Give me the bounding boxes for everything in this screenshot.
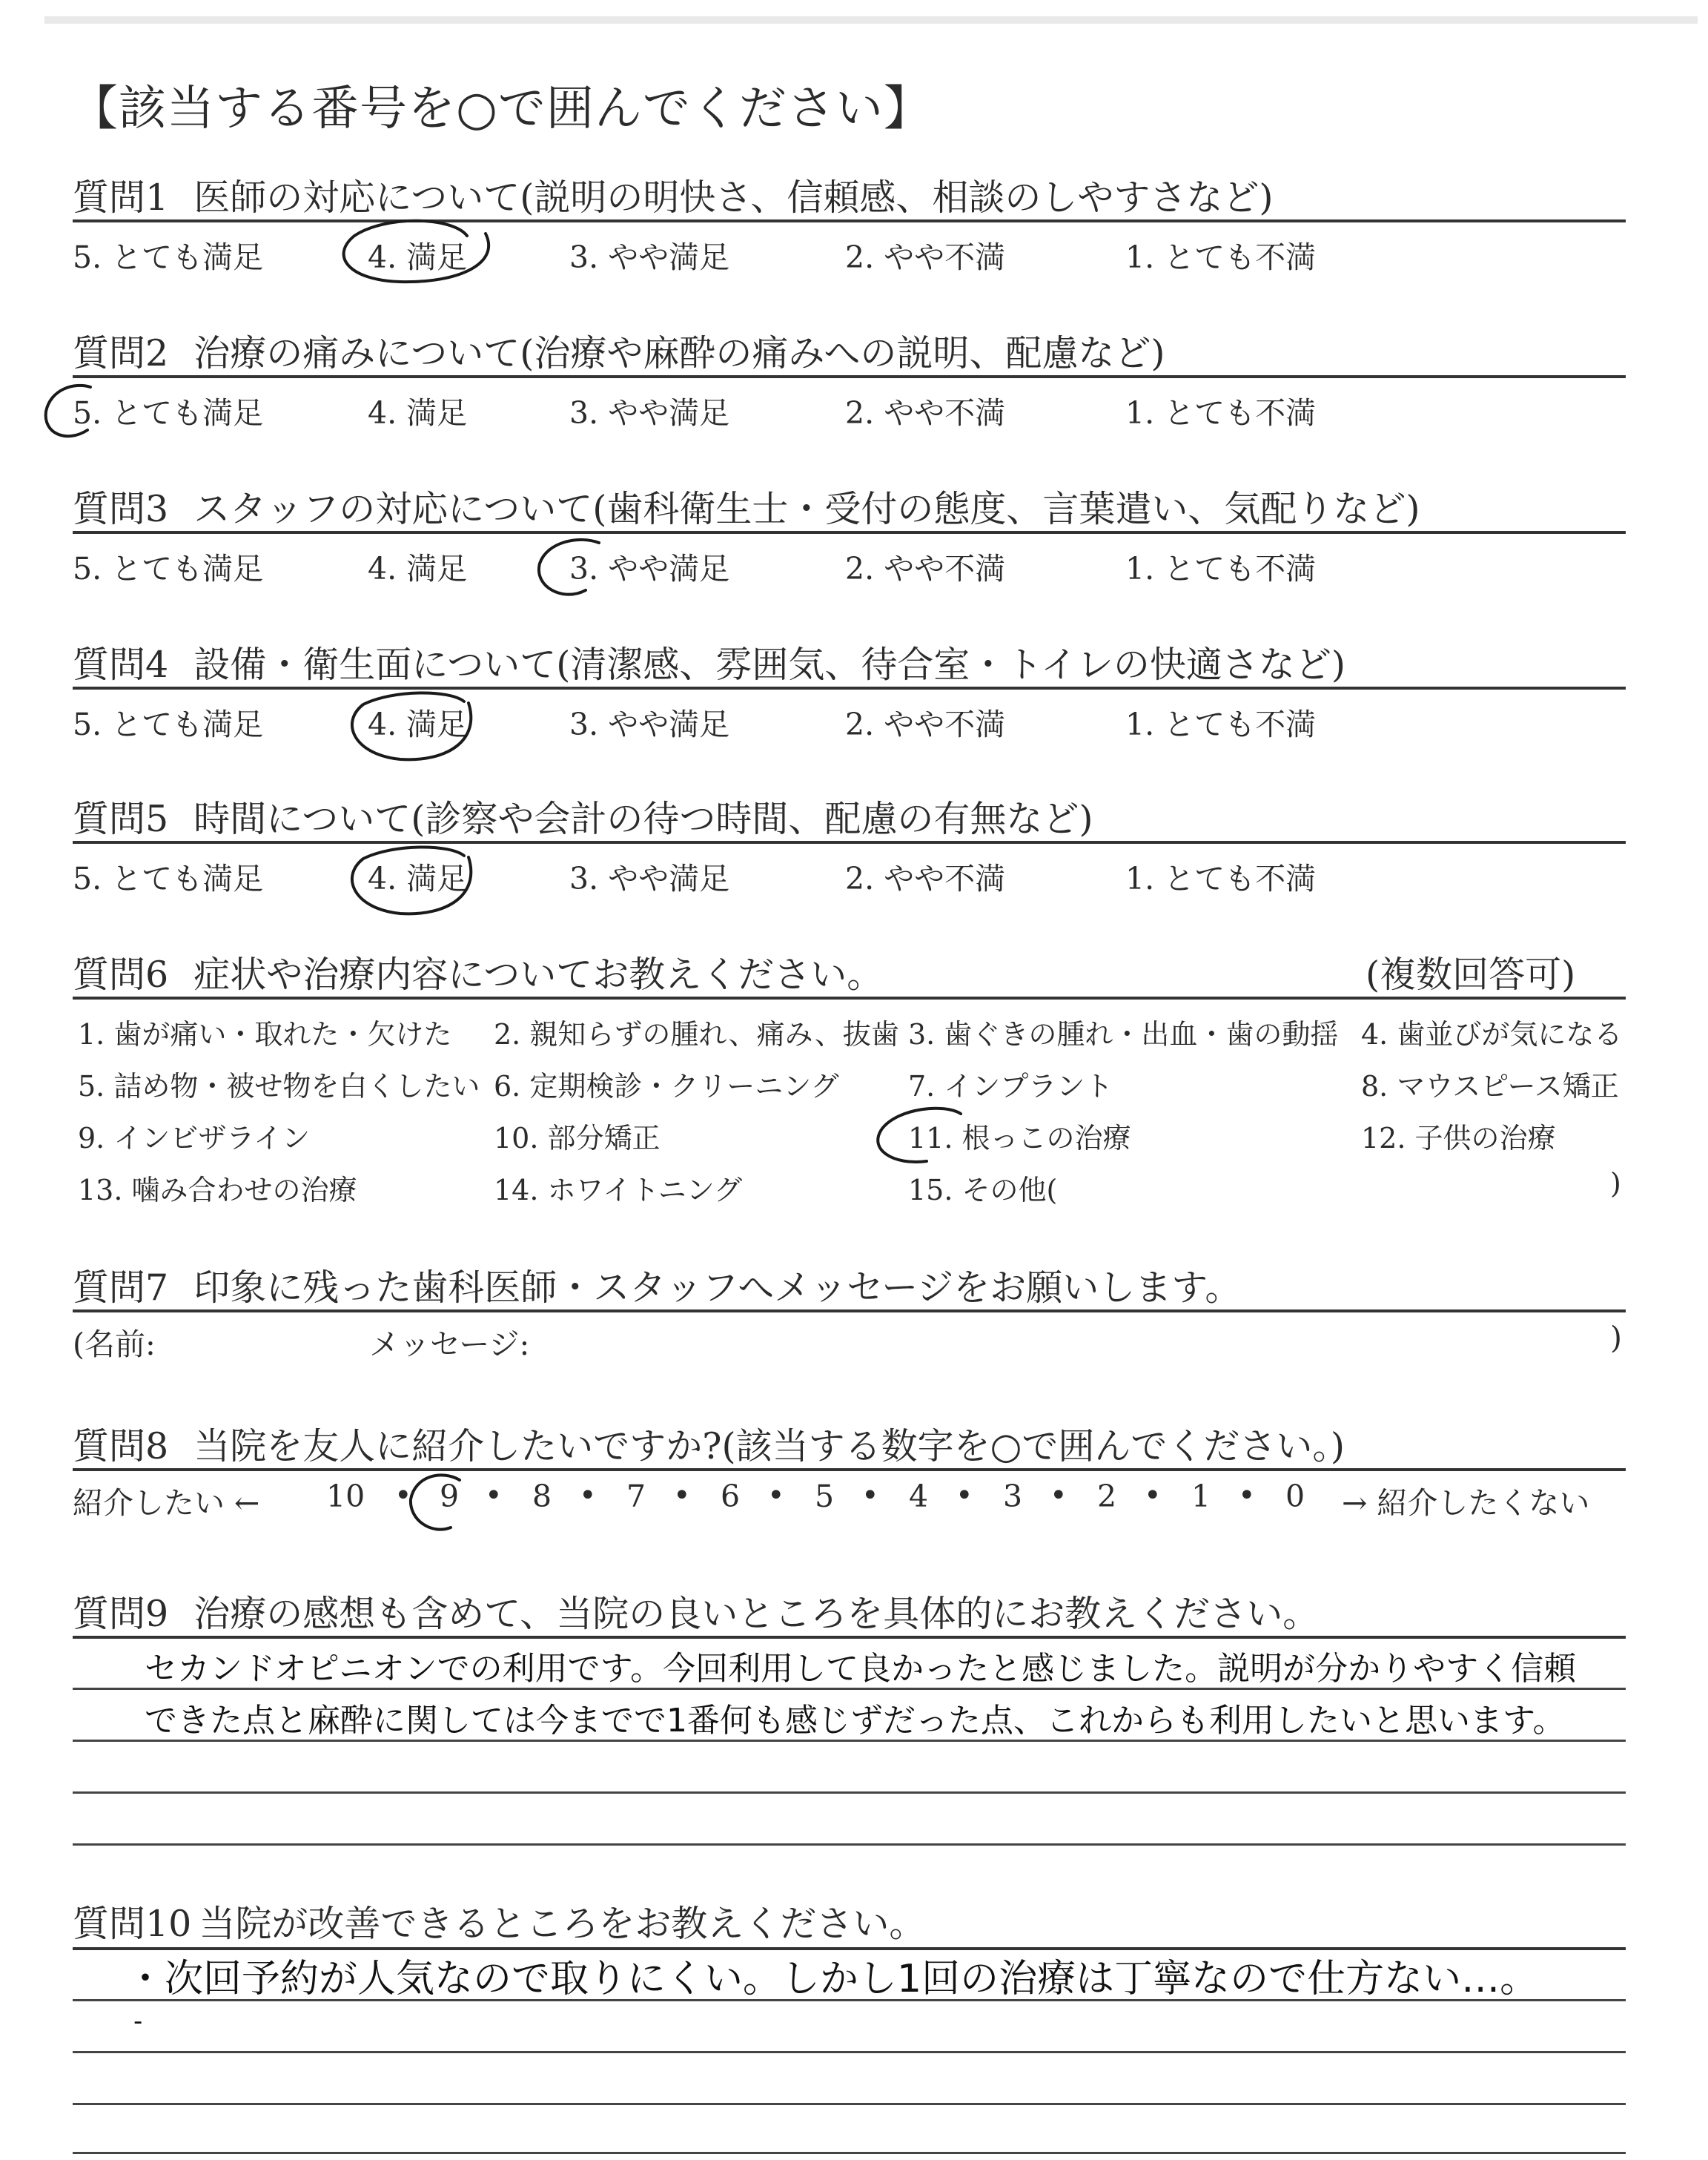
question-9-heading	[73, 1585, 1319, 1637]
question-1-label: 質問1	[73, 176, 169, 219]
question-3-option-2[interactable]: 2. やや不満	[845, 551, 1006, 587]
question-4-label: 質問4	[73, 644, 169, 686]
question-2-option-4[interactable]: 4. 満足	[368, 395, 468, 431]
question-8-heading	[73, 1418, 1345, 1470]
question-6-multiple-note: (複数回答可)	[1366, 954, 1576, 996]
question-6-item-14[interactable]: 14. ホワイトニング	[494, 1174, 743, 1206]
question-3-heading	[73, 480, 1420, 532]
question-6-item-7[interactable]: 7. インプラント	[908, 1070, 1113, 1103]
question-5-option-5[interactable]: 5. とても満足	[73, 861, 264, 896]
question-10-label: 質問10	[73, 1903, 192, 1945]
question-8-left-label: 紹介したい ←	[73, 1485, 260, 1521]
question-8-right-label: → 紹介したくない	[1342, 1485, 1590, 1521]
scale-dot: •	[673, 1479, 691, 1513]
answer-line	[73, 2103, 1626, 2105]
question-9-text: 治療の感想も含めて、当院の良いところを具体的にお教えください。	[193, 1593, 1320, 1635]
question-5-option-2[interactable]: 2. やや不満	[845, 861, 1006, 896]
question-5-option-1[interactable]: 1. とても不満	[1125, 861, 1317, 896]
question-1-option-2[interactable]: 2. やや不満	[845, 240, 1006, 275]
question-1-option-4[interactable]: 4. 満足	[368, 240, 468, 275]
question-4-text: 設備・衛生面について(清潔感、雰囲気、待合室・トイレの快適さなど)	[193, 644, 1345, 686]
question-6-item-1[interactable]: 1. 歯が痛い・取れた・欠けた	[78, 1018, 452, 1051]
question-7-close: )	[1610, 1320, 1622, 1355]
question-6-item-5[interactable]: 5. 詰め物・被せ物を白くしたい	[78, 1070, 480, 1103]
question-6-item-4[interactable]: 4. 歯並びが気になる	[1361, 1018, 1623, 1051]
question-2-label: 質問2	[73, 332, 169, 374]
question-2-option-1[interactable]: 1. とても不満	[1125, 395, 1317, 431]
scale-dot: •	[767, 1479, 785, 1513]
scale-dot: •	[1238, 1479, 1256, 1513]
question-2-rule	[73, 375, 1626, 378]
question-6-heading	[73, 946, 883, 998]
scale-dot: •	[861, 1479, 879, 1513]
question-3-text: スタッフの対応について(歯科衛生士・受付の態度、言葉遣い、気配りなど)	[193, 488, 1420, 530]
question-1-option-1[interactable]: 1. とても不満	[1125, 240, 1317, 275]
question-6-item-10[interactable]: 10. 部分矯正	[494, 1122, 661, 1155]
question-4-option-3[interactable]: 3. やや満足	[569, 707, 730, 742]
question-7-name-label: (名前:	[73, 1327, 156, 1362]
question-6-item-3[interactable]: 3. 歯ぐきの腫れ・出血・歯の動揺	[908, 1018, 1339, 1051]
scale-option-8[interactable]: 8	[532, 1479, 552, 1514]
question-6-other-close: )	[1610, 1167, 1621, 1200]
question-9-answer-line-2: できた点と麻酔に関しては今までで1番何も感じずだった点、これからも利用したいと思います。	[145, 1702, 1566, 1740]
question-2-option-3[interactable]: 3. やや満足	[569, 395, 730, 431]
answer-line	[73, 1791, 1626, 1794]
question-3-option-1[interactable]: 1. とても不満	[1125, 551, 1317, 587]
question-5-heading	[73, 790, 1093, 842]
question-6-item-8[interactable]: 8. マウスピース矯正	[1361, 1070, 1619, 1103]
question-3-label: 質問3	[73, 488, 169, 530]
question-6-item-2[interactable]: 2. 親知らずの腫れ、痛み、抜歯	[494, 1018, 899, 1051]
question-5-option-4[interactable]: 4. 満足	[368, 861, 468, 896]
question-5-label: 質問5	[73, 798, 169, 840]
question-2-text: 治療の痛みについて(治療や麻酔の痛みへの説明、配慮など)	[193, 332, 1165, 374]
question-7-message-label: メッセージ:	[369, 1327, 530, 1362]
question-4-option-2[interactable]: 2. やや不満	[845, 707, 1006, 742]
question-3-option-4[interactable]: 4. 満足	[368, 551, 468, 587]
question-2-option-5[interactable]: 5. とても満足	[73, 395, 264, 431]
question-2-heading	[73, 325, 1165, 377]
question-6-item-15[interactable]: 15. その他(	[908, 1174, 1058, 1206]
question-3-rule	[73, 531, 1626, 534]
question-1-option-5[interactable]: 5. とても満足	[73, 240, 264, 275]
scale-option-4[interactable]: 4	[909, 1479, 929, 1514]
question-2-option-2[interactable]: 2. やや不満	[845, 395, 1006, 431]
question-4-option-4[interactable]: 4. 満足	[368, 707, 468, 742]
scale-option-9[interactable]: 9	[440, 1479, 460, 1514]
question-3-option-3[interactable]: 3. やや満足	[569, 551, 730, 587]
scale-dot: •	[579, 1479, 597, 1513]
question-6-rule	[73, 997, 1626, 1000]
question-7-text: 印象に残った歯科医師・スタッフへメッセージをお願いします。	[193, 1266, 1242, 1309]
question-6-item-13[interactable]: 13. 噛み合わせの治療	[78, 1174, 357, 1206]
scale-option-0[interactable]: 0	[1285, 1479, 1305, 1514]
answer-line	[73, 1843, 1626, 1846]
question-6-item-9[interactable]: 9. インビザライン	[78, 1122, 311, 1155]
answer-line	[73, 2051, 1626, 2053]
question-5-option-3[interactable]: 3. やや満足	[569, 861, 730, 896]
question-10-answer-line-2: -	[133, 2007, 143, 2036]
question-4-option-5[interactable]: 5. とても満足	[73, 707, 264, 742]
scale-dot: •	[485, 1479, 503, 1513]
question-10-heading	[73, 1895, 925, 1947]
question-7-heading	[73, 1259, 1241, 1311]
question-7-rule	[73, 1309, 1626, 1312]
scan-top-edge	[44, 16, 1698, 24]
question-6-item-6[interactable]: 6. 定期検診・クリーニング	[494, 1070, 839, 1103]
scale-option-3[interactable]: 3	[1003, 1479, 1023, 1514]
question-1-option-3[interactable]: 3. やや満足	[569, 240, 730, 275]
question-9-rule	[73, 1636, 1626, 1639]
question-4-rule	[73, 687, 1626, 690]
question-7-label: 質問7	[73, 1266, 169, 1309]
question-4-option-1[interactable]: 1. とても不満	[1125, 707, 1317, 742]
scale-option-10[interactable]: 10	[326, 1479, 365, 1514]
question-10-text: 当院が改善できるところをお教えください。	[199, 1903, 926, 1945]
question-8-text: 当院を友人に紹介したいですか?(該当する数字を○で囲んでください。)	[193, 1425, 1345, 1467]
question-8-rule	[73, 1468, 1626, 1471]
scale-option-1[interactable]: 1	[1191, 1479, 1211, 1514]
question-9-label: 質問9	[73, 1593, 169, 1635]
question-5-rule	[73, 841, 1626, 844]
question-1-heading	[73, 169, 1273, 221]
scale-dot: •	[1050, 1479, 1068, 1513]
scale-option-6[interactable]: 6	[721, 1479, 741, 1514]
answer-line	[73, 2152, 1626, 2154]
question-10-answer-line-1: ・次回予約が人気なので取りにくい。しかし1回の治療は丁寧なので仕方ない…。	[126, 1957, 1539, 2001]
question-6-text: 症状や治療内容についてお教えください。	[193, 954, 884, 996]
scale-dot: •	[394, 1479, 412, 1513]
scale-option-2[interactable]: 2	[1097, 1479, 1117, 1514]
question-4-heading	[73, 636, 1345, 688]
scale-option-5[interactable]: 5	[815, 1479, 835, 1514]
question-8-label: 質問8	[73, 1425, 169, 1467]
scale-dot: •	[1144, 1479, 1162, 1513]
scale-option-7[interactable]: 7	[626, 1479, 646, 1514]
scale-dot: •	[956, 1479, 973, 1513]
question-6-item-11[interactable]: 11. 根っこの治療	[908, 1122, 1131, 1155]
question-1-rule	[73, 219, 1626, 222]
question-6-label: 質問6	[73, 954, 169, 996]
question-1-text: 医師の対応について(説明の明快さ、信頼感、相談のしやすさなど)	[193, 176, 1274, 219]
question-3-option-5[interactable]: 5. とても満足	[73, 551, 264, 587]
question-6-item-12[interactable]: 12. 子供の治療	[1361, 1122, 1556, 1155]
question-9-answer-line-1: セカンドオピニオンでの利用です。今回利用して良かったと感じました。説明が分かりやすく信頼	[145, 1650, 1577, 1688]
page-title: 【該当する番号を○で囲んでください】	[70, 82, 932, 136]
question-5-text: 時間について(診察や会計の待つ時間、配慮の有無など)	[193, 798, 1093, 840]
